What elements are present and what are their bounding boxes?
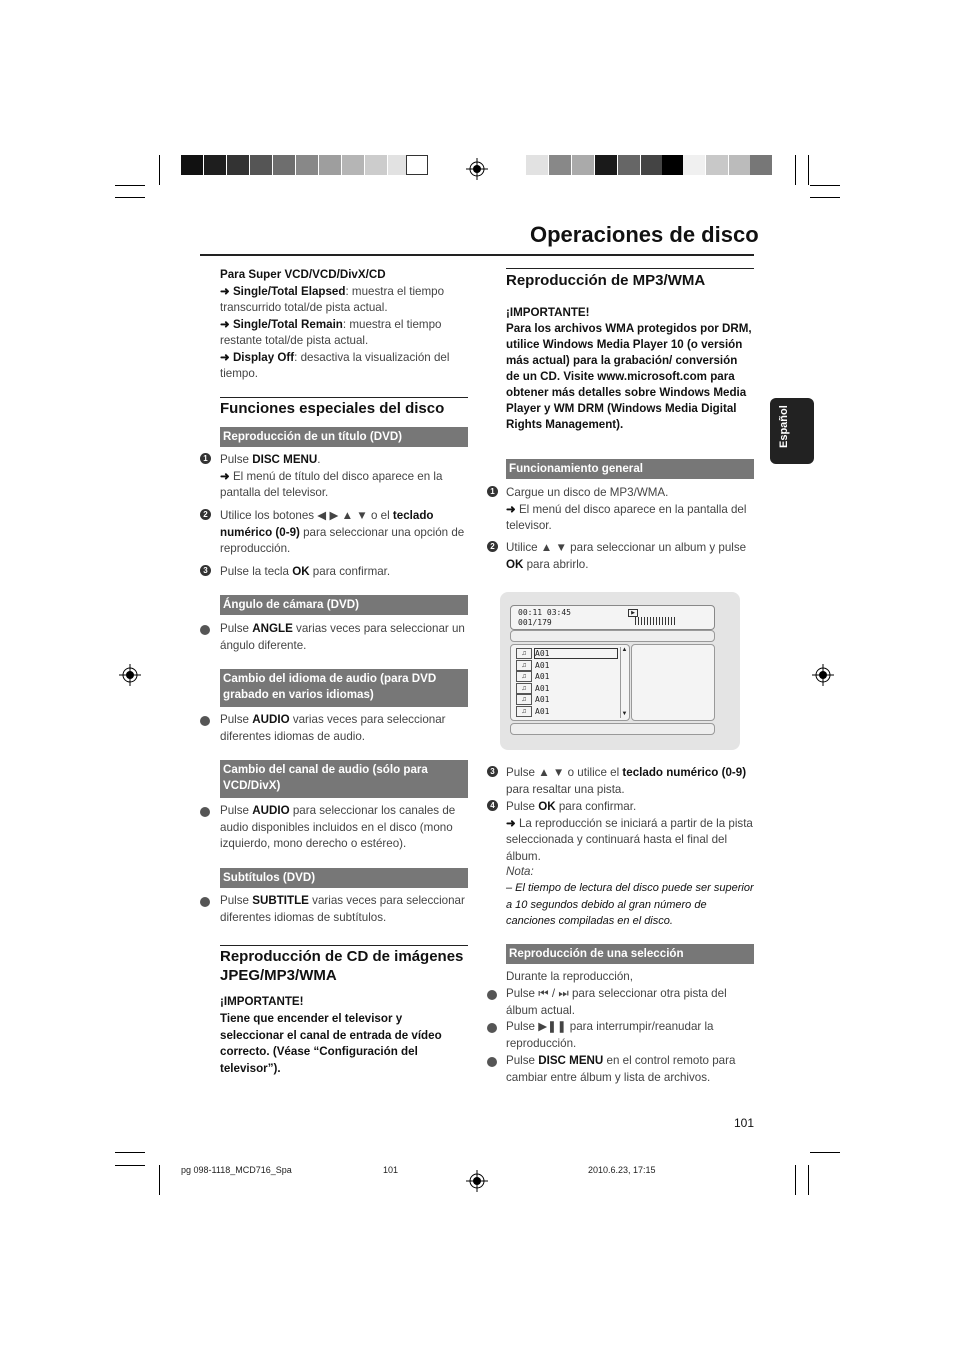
intro-item-bold: Single/Total Remain	[232, 317, 343, 331]
crop-mark	[808, 155, 809, 185]
track-counter: 001/179	[518, 618, 552, 627]
crop-mark	[115, 1152, 145, 1153]
intro-item-text: : muestra el tiempo transcurrido total/de pista actual.	[220, 284, 445, 314]
step	[506, 765, 754, 798]
left-intro	[220, 267, 468, 383]
track-label: A01	[535, 672, 550, 681]
scroll-down-icon[interactable]: ▼	[621, 711, 628, 717]
crop-mark	[795, 155, 796, 185]
text: en el control remoto para cambiar entre álbum y lista de archivos.	[506, 1054, 736, 1084]
step-number: 3	[200, 565, 211, 576]
crop-mark	[810, 197, 840, 198]
step-result: ➜ La reproducción se iniciará a partir de la pista seleccionada y continuará hasta el final del álbum.	[506, 816, 753, 863]
bullet	[200, 807, 210, 817]
key: DISC MENU	[538, 1054, 604, 1067]
mp3-menu-screen	[500, 592, 740, 750]
step-key: OK	[506, 557, 524, 571]
step-text: Utilice ▲ ▼ para seleccionar un album y pulse	[506, 541, 747, 554]
footer-page: 101	[383, 1165, 399, 1175]
step	[220, 508, 468, 558]
music-file-icon: ♫	[516, 683, 532, 694]
step-text: Cargue un disco de MP3/WMA.	[506, 486, 669, 499]
subsection-bar: Cambio del canal de audio (sólo para VCD/DivX)	[220, 760, 468, 798]
subsection-bar: Cambio del idioma de audio (para DVD grabado en varios idiomas)	[220, 669, 468, 707]
track-label: A01	[534, 648, 618, 659]
music-file-icon: ♫	[516, 694, 532, 705]
bullet	[487, 1057, 497, 1067]
text: varias veces para seleccionar diferentes idiomas de subtítulos.	[220, 894, 465, 924]
important-label: ¡IMPORTANTE!	[220, 995, 304, 1008]
list-item[interactable]	[514, 670, 618, 682]
level-meter-icon	[635, 617, 677, 625]
list-item[interactable]	[514, 682, 618, 694]
crop-mark	[159, 155, 160, 185]
step-key: OK	[292, 565, 310, 578]
step	[506, 485, 754, 535]
text: Pulse	[220, 894, 253, 907]
step-key: teclado numérico (0-9)	[220, 509, 434, 539]
key: SUBTITLE	[252, 894, 309, 907]
text: Pulse ⏮ / ⏭ para seleccionar otra pista del álbum actual.	[506, 987, 727, 1017]
section-rule	[220, 945, 468, 946]
crop-mark	[808, 1165, 809, 1195]
text: Pulse	[220, 713, 253, 726]
step-number: 1	[200, 453, 211, 464]
bullet-text	[506, 986, 754, 1019]
bottom-bar	[510, 723, 715, 735]
intro-item-bold: Display Off	[232, 350, 295, 364]
step-text: para confirmar.	[309, 565, 391, 578]
crop-mark	[795, 1165, 796, 1195]
step	[220, 564, 468, 581]
step-text: para abrirlo.	[523, 557, 589, 571]
text: para seleccionar los canales de audio disponibles incluidos en el disco (mono izquierdo, mono derecho o estéreo).	[220, 804, 456, 850]
step-number: 4	[487, 800, 498, 811]
bullet-text	[220, 803, 468, 853]
section-rule	[220, 397, 468, 398]
music-file-icon: ♫	[516, 706, 532, 717]
bullet-text	[220, 712, 468, 745]
important-label: ¡IMPORTANTE!	[506, 306, 590, 319]
subsection-bar: Ángulo de cámara (DVD)	[220, 595, 468, 615]
step-number: 2	[487, 541, 498, 552]
step-key: OK	[538, 800, 556, 813]
footer-date: 2010.6.23, 17:15	[588, 1165, 656, 1175]
step	[506, 540, 754, 573]
step-text: Pulse la tecla	[220, 565, 293, 578]
subsection-bar: Reproducción de una selección	[506, 944, 754, 964]
note-label: Nota:	[506, 865, 534, 878]
registration-mark-icon	[812, 664, 834, 686]
crop-mark	[810, 185, 840, 186]
list-item[interactable]	[514, 647, 618, 659]
list-item[interactable]	[514, 659, 618, 671]
time-readout: 00:11 03:45	[518, 608, 571, 617]
track-label: A01	[535, 706, 550, 716]
intro-item-bold: Single/Total Elapsed	[232, 284, 346, 298]
section-title: Funciones especiales del disco	[220, 400, 445, 417]
step-number: 3	[487, 766, 498, 777]
step-result: ➜ El menú de título del disco aparece en la pantalla del televisor.	[220, 469, 443, 499]
registration-mark-icon	[466, 1170, 488, 1192]
subsection-bar: Subtítulos (DVD)	[220, 868, 468, 888]
intro-item-text: : desactiva la visualización del tiempo.	[220, 350, 450, 380]
text: varias veces para seleccionar diferentes idiomas de audio.	[220, 713, 446, 743]
music-file-icon: ♫	[516, 671, 532, 682]
language-tab	[770, 398, 814, 464]
step-text: Utilice los botones ◀ ▶ ▲ ▼ o el	[220, 509, 393, 522]
registration-mark-icon	[466, 158, 488, 180]
bullet	[200, 716, 210, 726]
intro-heading: Para Super VCD/VCD/DivX/CD	[220, 268, 386, 281]
step-text: para confirmar.	[555, 800, 637, 813]
section-title: Reproducción de MP3/WMA	[506, 272, 706, 289]
text: Pulse	[506, 1054, 539, 1067]
step-text: Pulse	[506, 800, 539, 813]
list-item[interactable]	[514, 693, 618, 705]
crop-mark	[810, 1152, 840, 1153]
section-title: Reproducción de CD de imágenes JPEG/MP3/WMA	[220, 948, 464, 984]
crop-mark	[115, 197, 145, 198]
key: ANGLE	[252, 622, 293, 635]
step-key: DISC MENU	[252, 453, 318, 466]
track-label: A01	[535, 695, 550, 704]
during-text: Durante la reproducción,	[506, 970, 633, 983]
section-rule	[506, 268, 754, 269]
track-label: A01	[535, 660, 550, 670]
page-title: Operaciones de disco	[530, 222, 759, 247]
track-list	[510, 644, 630, 721]
bullet-text	[506, 1053, 754, 1086]
preview-panel	[631, 644, 715, 721]
bullet-text	[506, 1019, 754, 1052]
crop-mark	[115, 185, 145, 186]
note-text: – El tiempo de lectura del disco puede ser superior a 10 segundos debido al gran número de canciones compiladas en el disco.	[506, 882, 754, 927]
crop-mark	[115, 1165, 145, 1166]
key: AUDIO	[252, 804, 290, 817]
step-text: para seleccionar una opción de reproducción.	[220, 525, 465, 555]
bullet	[487, 990, 497, 1000]
step-text: Pulse	[220, 453, 253, 466]
key: AUDIO	[252, 713, 290, 726]
step-key: teclado numérico (0-9)	[622, 766, 747, 779]
text: Pulse ▶❚❚ para interrumpir/reanudar la reproducción.	[506, 1020, 714, 1050]
text: Pulse	[220, 622, 253, 635]
info-bar	[510, 630, 715, 642]
step-text: .	[317, 453, 321, 466]
bullet-text	[220, 893, 468, 926]
step-text: Pulse ▲ ▼ o utilice el	[506, 766, 623, 779]
important-text: Tiene que encender el televisor y seleccionar el canal de entrada de vídeo correcto. (Véase “Configuración del televisor”).	[220, 1012, 442, 1075]
step	[220, 452, 468, 502]
step-number: 2	[200, 509, 211, 520]
step-result-text: El menú de título del disco aparece en la pantalla del televisor.	[220, 469, 443, 499]
text: Pulse	[220, 804, 253, 817]
scrollbar[interactable]	[620, 647, 628, 718]
bullet	[200, 897, 210, 907]
footer-file: pg 098-1118_MCD716_Spa	[181, 1165, 292, 1175]
text: varias veces para seleccionar un ángulo diferente.	[220, 622, 465, 652]
step-result: ➜ El menú del disco aparece en la pantalla del televisor.	[506, 502, 747, 532]
language-tab-label: Español	[778, 405, 790, 448]
play-icon: ▶	[628, 609, 638, 617]
music-file-icon: ♫	[516, 660, 532, 671]
registration-mark-icon	[119, 664, 141, 686]
track-rows	[514, 647, 618, 716]
status-panel	[510, 605, 715, 630]
step-result-text: La reproducción se iniciará a partir de la pista seleccionada y continuará hasta el final del álbum.	[506, 816, 753, 863]
subsection-bar: Funcionamiento general	[506, 459, 754, 479]
title-rule	[200, 254, 754, 256]
step	[506, 799, 754, 865]
music-file-icon: ♫	[516, 648, 532, 659]
page-number: 101	[734, 1116, 755, 1130]
step-result-text: El menú del disco aparece en la pantalla del televisor.	[506, 502, 747, 532]
important-text: Para los archivos WMA protegidos por DRM, utilice Windows Media Player 10 (o versión más actual) para la grabación/ conversión de un CD. Visite www.microsoft.com para obtener más detalles sobre Windows Media Player y WM DRM (Windows Media Digital Rights Management).	[506, 322, 752, 431]
step-number: 1	[487, 486, 498, 497]
intro-item-text: : muestra el tiempo restante total/de pista actual.	[220, 317, 442, 347]
subsection-bar: Reproducción de un título (DVD)	[220, 427, 468, 447]
list-item: ➜ Display Off: desactiva la visualización del tiempo.	[220, 350, 450, 380]
scroll-up-icon[interactable]: ▲	[621, 647, 628, 653]
list-item: ➜ Single/Total Remain: muestra el tiempo restante total/de pista actual.	[220, 317, 442, 347]
bullet	[200, 625, 210, 635]
list-item[interactable]	[514, 705, 618, 717]
track-label: A01	[535, 683, 550, 693]
crop-mark	[159, 1165, 160, 1195]
bullet-text	[220, 621, 468, 654]
list-item: ➜ Single/Total Elapsed: muestra el tiempo transcurrido total/de pista actual.	[220, 284, 445, 314]
bullet	[487, 1023, 497, 1033]
step-text: para resaltar una pista.	[506, 782, 625, 796]
